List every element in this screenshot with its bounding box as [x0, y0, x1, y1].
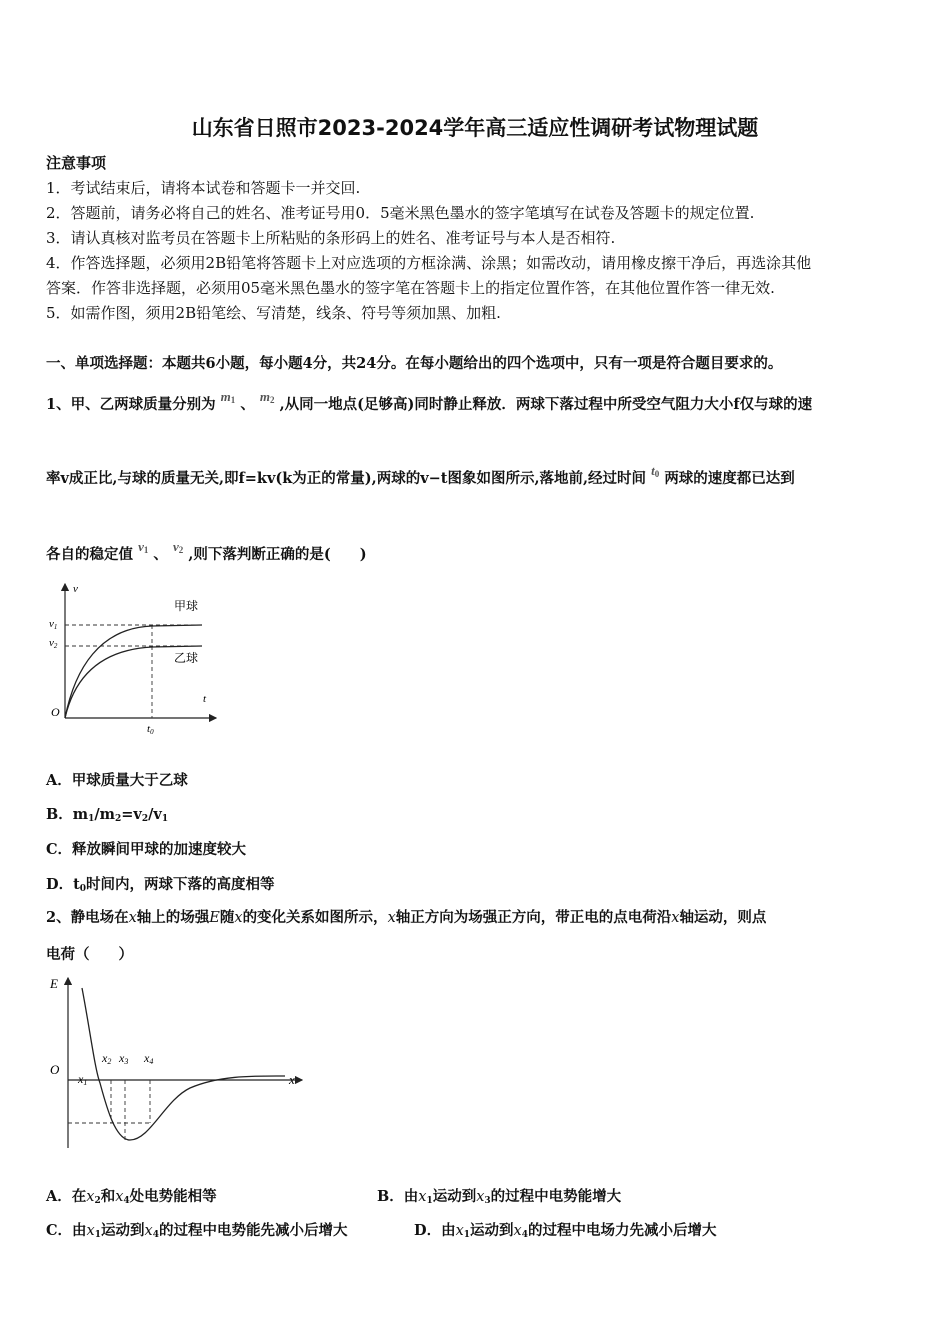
q1-v2: $v_2$	[172, 539, 184, 555]
vt-yi-label: 乙球	[174, 651, 199, 665]
page-title: 山东省日照市2023-2024学年高三适应性调研考试物理试题	[191, 116, 759, 140]
vt-origin: O	[51, 705, 60, 719]
ex-graph	[40, 970, 310, 1155]
q1-text: 两球的速度都已达到	[664, 470, 795, 487]
vt-curve-jia	[65, 625, 202, 718]
notice-item: 4．作答选择题，必须用2B铅笔将答题卡上对应选项的方框涂满、涂黑；如需改动，请用橡皮擦干净后，再选涂其他	[46, 254, 812, 272]
notice-item: 3．请认真核对监考员在答题卡上所粘贴的条形码上的姓名、准考证号与本人是否相符.	[46, 229, 616, 247]
q1-sep: 、	[153, 546, 168, 563]
q2-line1: 2、静电场在x轴上的场强E随x的变化关系如图所示，x轴正方向为场强正方向，带正电的点电荷沿x轴运动，则点	[46, 909, 767, 926]
q2-option-a[interactable]: A．在$x_2$和$x_4$处电势能相等	[46, 1188, 217, 1206]
vt-v2-label: v2	[49, 637, 58, 650]
notice-item: 2．答题前，请务必将自己的姓名、准考证号用0．5毫米黑色墨水的签字笔填写在试卷及答题卡的规定位置.	[46, 204, 755, 222]
ex-y-label: E	[50, 976, 58, 991]
q1-option-a[interactable]: A．甲球质量大于乙球	[46, 772, 188, 789]
q1-line2	[46, 463, 795, 488]
q1-m2: $m_2$	[259, 389, 275, 405]
ex-x1-label: x1	[78, 1072, 88, 1087]
q2-option-d[interactable]: D．由$x_1$运动到$x_4$的过程中电场力先减小后增大	[414, 1222, 717, 1240]
q1-option-d[interactable]: D．$t_0$时间内，两球下落的高度相等	[46, 876, 275, 894]
q1-text: ,则下落判断正确的是( )	[188, 546, 367, 563]
vt-t0-label: t0	[147, 723, 154, 736]
q1-option-b[interactable]: B．$m_1/m_2=v_2/v_1$	[46, 806, 169, 824]
q2-option-c[interactable]: C．由$x_1$运动到$x_4$的过程中电势能先减小后增大	[46, 1222, 348, 1240]
q1-text: ,从同一地点(足够高)同时静止释放．两球下落过程中所受空气阻力大小f仅与球的速	[279, 396, 813, 413]
q1-sep: 、	[240, 396, 255, 413]
section-heading: 一、单项选择题：本题共6小题，每小题4分，共24分。在每小题给出的四个选项中，只有一项是符合题目要求的。	[46, 355, 783, 372]
ex-curve	[82, 988, 285, 1140]
q1-m1: $m_1$	[220, 389, 236, 405]
q2-line2: 电荷（ ）	[46, 946, 133, 963]
q1-line1	[46, 389, 812, 414]
ex-x3-label: x3	[119, 1051, 129, 1066]
ex-origin: O	[50, 1062, 60, 1077]
q2-option-b[interactable]: B．由$x_1$运动到$x_3$的过程中电势能增大	[377, 1188, 622, 1206]
q1-line3	[46, 539, 367, 564]
q1-v1: $v_1$	[138, 539, 149, 555]
vt-jia-label: 甲球	[174, 599, 199, 613]
notice-item: 答案．作答非选择题，必须用05毫米黑色墨水的签字笔在答题卡上的指定位置作答，在其他位置作答一律无效.	[46, 279, 775, 297]
q1-text: 率v成正比,与球的质量无关,即f=kv(k为正的常量),两球的v−t图象如图所示,落地前,经过时间	[46, 470, 647, 487]
notice-item: 1．考试结束后，请将本试卷和答题卡一并交回.	[46, 179, 361, 197]
notice-heading: 注意事项	[46, 154, 107, 172]
vt-y-label: v	[73, 583, 78, 595]
q1-t0: $t_0$	[651, 463, 660, 479]
ex-x4-label: x4	[144, 1051, 154, 1066]
q1-option-c[interactable]: C．释放瞬间甲球的加速度较大	[46, 841, 247, 858]
ex-x2-label: x2	[102, 1051, 112, 1066]
q1-text: 1、甲、乙两球质量分别为	[46, 396, 216, 413]
vt-graph	[40, 578, 240, 744]
ex-x-label: x	[289, 1072, 295, 1087]
vt-x-label: t	[203, 693, 207, 705]
vt-v1-label: v1	[49, 618, 58, 631]
q1-text: 各自的稳定值	[46, 546, 133, 563]
notice-item: 5．如需作图，须用2B铅笔绘、写清楚，线条、符号等须加黑、加粗.	[46, 304, 501, 322]
